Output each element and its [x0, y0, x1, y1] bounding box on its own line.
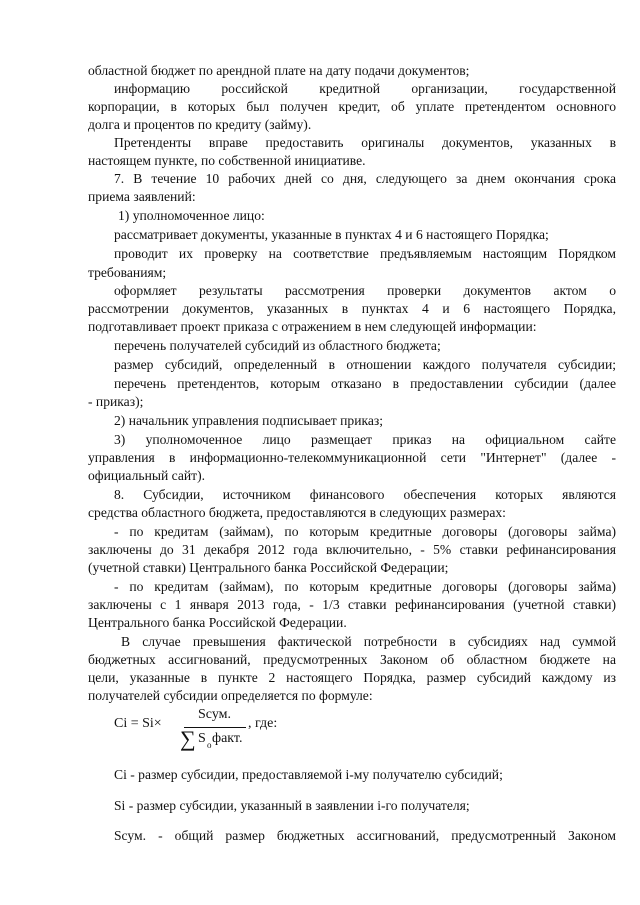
- text-line: управления в информационно-телекоммуникационной сети "Интернет" (далее -: [88, 450, 616, 465]
- text-line: корпорации, в которых был получен кредит, об уплате претендентом основного: [88, 99, 616, 114]
- text-line: Центрального банка Российской Федерации.: [88, 615, 347, 630]
- text-line: размер субсидий, определенный в отношении каждого получателя субсидии;: [114, 357, 616, 372]
- text-line: бюджетных ассигнований, предусмотренных Законом об областном бюджете на: [88, 652, 616, 667]
- formula-denominator-var: S: [198, 731, 206, 746]
- text-line: заключены с 1 января 2013 года, - 1/3 ставки рефинансирования (учетной ставки): [88, 597, 616, 612]
- formula-lhs: Ci = Si×: [114, 716, 162, 731]
- text-line: долга и процентов по кредиту (займу).: [88, 117, 312, 132]
- text-line: требованиям;: [88, 265, 167, 280]
- text-line: подготавливает проект приказа с отражением в нем следующей информации:: [88, 319, 537, 334]
- text-line: рассмотрении документов, указанных в пунктах 4 и 6 настоящего Порядка,: [88, 301, 616, 316]
- text-line: перечень претендентов, которым отказано в предоставлении субсидии (далее: [114, 376, 616, 391]
- formula-denominator-sub: o: [207, 740, 212, 750]
- text-line: рассматривает документы, указанные в пунктах 4 и 6 настоящего Порядка;: [114, 227, 549, 242]
- text-line: - приказ);: [88, 394, 144, 409]
- text-line: Претенденты вправе предоставить оригиналы документов, указанных в: [114, 135, 616, 150]
- text-line: 8. Субсидии, источником финансового обеспечения которых являются: [114, 487, 616, 502]
- definition-line: Sсум. - общий размер бюджетных ассигнований, предусмотренный Законом: [114, 828, 616, 843]
- text-line: настоящем пункте, по собственной инициативе.: [88, 153, 366, 168]
- text-line: 3) уполномоченное лицо размещает приказ на официальном сайте: [114, 432, 616, 447]
- definition-line: Si - размер субсидии, указанный в заявлении i-го получателя;: [114, 798, 470, 813]
- text-line: 1) уполномоченное лицо:: [118, 208, 265, 223]
- text-line: - по кредитам (займам), по которым кредитные договоры (договоры займа): [114, 524, 616, 539]
- text-line: перечень получателей субсидий из областного бюджета;: [114, 338, 441, 353]
- text-line: цели, указанные в пункте 2 настоящего Порядка, размер субсидий каждому из: [88, 670, 616, 685]
- text-line: получателей субсидии определяется по формуле:: [88, 688, 373, 703]
- text-line: информацию российской кредитной организации, государственной: [114, 81, 616, 96]
- text-line: оформляет результаты рассмотрения проверки документов актом о: [114, 283, 616, 298]
- text-line: областной бюджет по арендной плате на дату подачи документов;: [88, 63, 470, 78]
- formula-tail: , где:: [248, 716, 278, 731]
- text-line: приема заявлений:: [88, 189, 196, 204]
- text-line: В случае превышения фактической потребности в субсидиях над суммой: [121, 634, 616, 649]
- text-line: 2) начальник управления подписывает приказ;: [114, 413, 384, 428]
- definition-line: Ci - размер субсидии, предоставляемой i-му получателю субсидий;: [114, 767, 503, 782]
- formula-numerator: Sсум.: [198, 707, 231, 722]
- subsidy-formula: [114, 704, 364, 752]
- text-line: (учетной ставки) Центрального банка Российской Федерации;: [88, 560, 449, 575]
- text-line: заключены до 31 декабря 2012 года включительно, - 5% ставки рефинансирования: [88, 542, 616, 557]
- text-line: 7. В течение 10 рабочих дней со дня, следующего за днем окончания срока: [114, 171, 616, 186]
- text-line: проводит их проверку на соответствие предъявляемым настоящим Порядком: [114, 246, 616, 261]
- text-line: средства областного бюджета, предоставляются в следующих размерах:: [88, 505, 506, 520]
- formula-denominator-rest: факт.: [212, 731, 243, 746]
- sigma-symbol: ∑: [180, 726, 196, 751]
- text-line: - по кредитам (займам), по которым кредитные договоры (договоры займа): [114, 579, 616, 594]
- text-line: официальный сайт).: [88, 468, 206, 483]
